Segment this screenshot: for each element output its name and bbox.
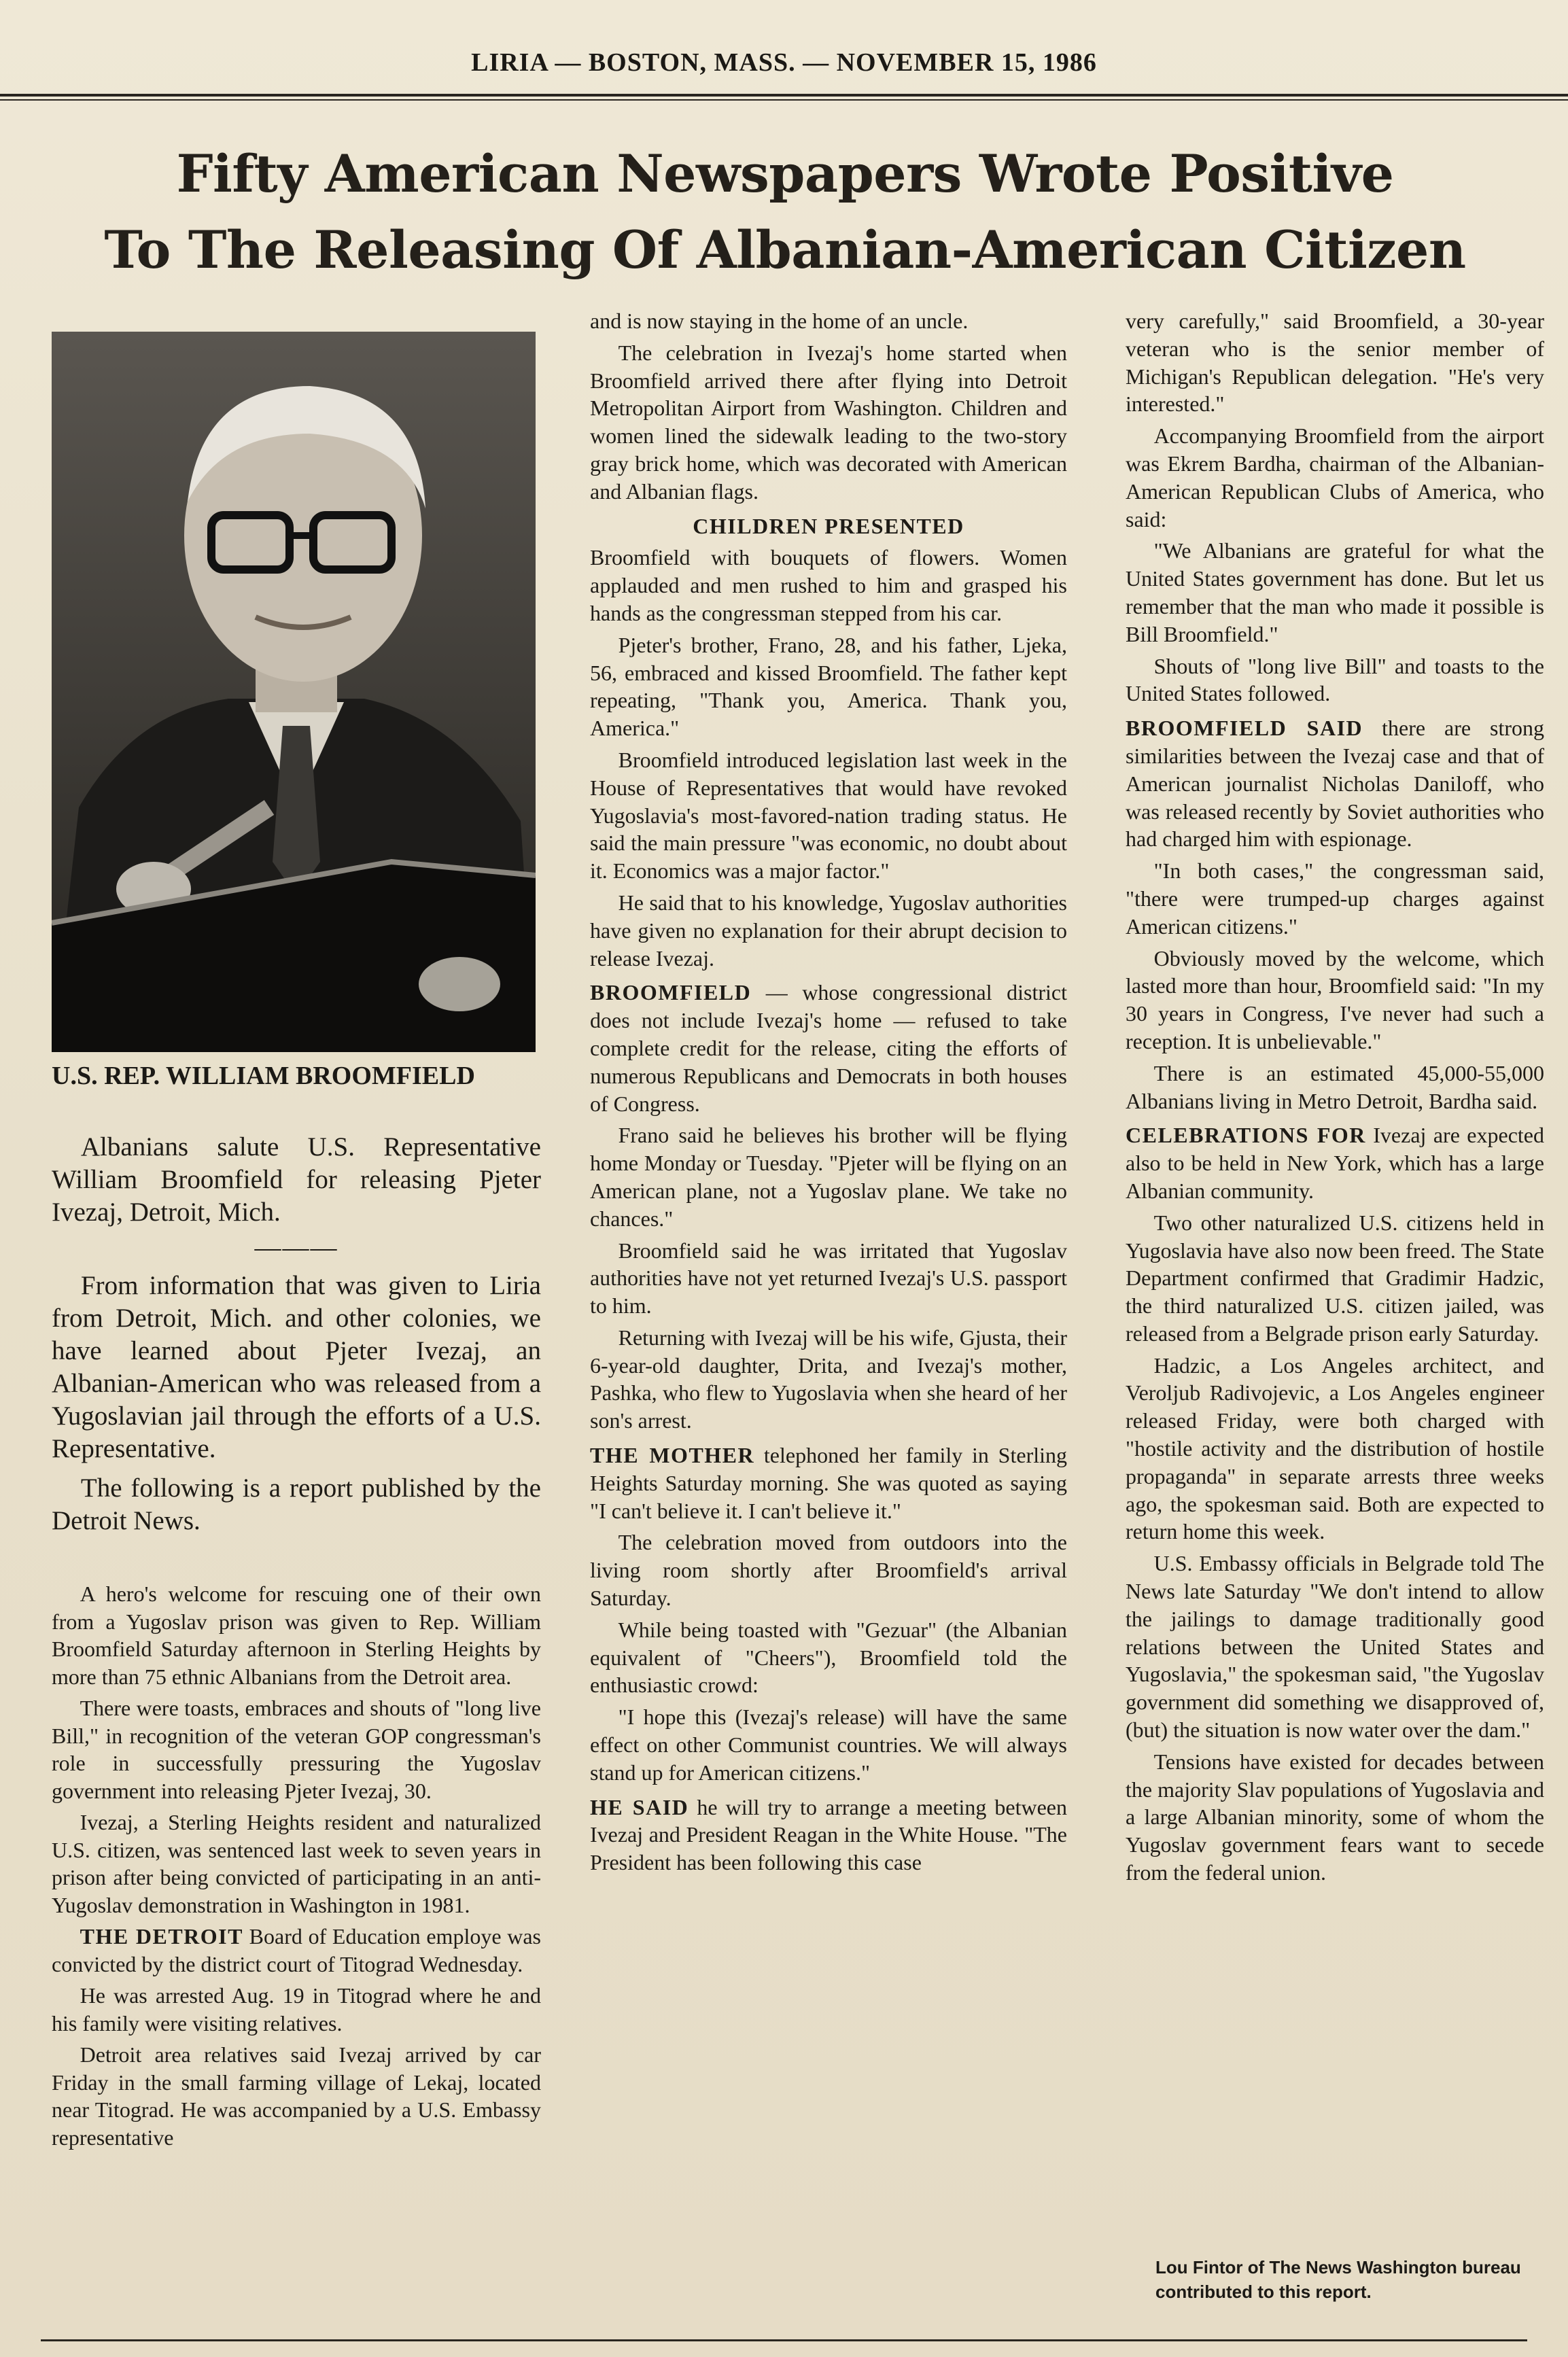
c3-p13: Tensions have existed for decades between the majority Slav populations of Yugoslavia and a large Albanian minority, some of whom the Yugoslav government fears want to secede from the federal union. [1126, 1749, 1544, 1885]
c3-p7: Obviously moved by the welcome, which lasted more than hour, Broomfield said: "In my 30 years in Congress, I've never had such a reception. It is unbelievable." [1126, 945, 1544, 1053]
c3-p4: Shouts of "long live Bill" and toasts to the United States followed. [1126, 653, 1544, 706]
c1-p3: Ivezaj, a Sterling Heights resident and naturalized U.S. citizen, was sentenced last week to seven years in prison after being convicted of participating in an anti-Yugoslav demonstration in Washington in 1981. [52, 1810, 541, 1917]
c3-p2: Accompanying Broomfield from the airport was Ekrem Bardha, chairman of the Albanian-American Republican Clubs of America, who said: [1126, 423, 1544, 531]
intro-separator: ——— [254, 1233, 338, 1262]
c2-subhead-children: CHILDREN PRESENTED [693, 513, 964, 538]
top-rule-thin [0, 99, 1568, 101]
c2-p6: He said that to his knowledge, Yugoslav authorities have given no explanation for their abrupt decision to release Ivezaj. [590, 890, 1067, 971]
c2-p7-lead: BROOMFIELD [590, 980, 752, 1005]
c3-p10: Two other naturalized U.S. citizens held in Yugoslavia have also now been freed. The State Department confirmed that Gradimir Hadzic, the third naturalized U.S. citizen jailed, was released from a Belgrade prison early Saturday. [1126, 1210, 1544, 1346]
c2-p2: The celebration in Ivezaj's home started when Broomfield arrived there after flying into Detroit Metropolitan Airport from Washington. Children and women lined the sidewalk leading to the two-story gray brick home, which was decorated with American and Albanian flags. [590, 340, 1067, 504]
headline [54, 136, 1516, 288]
intro-box [52, 1131, 541, 1537]
intro-report: The following is a report published by the Detroit News. [52, 1473, 541, 1535]
column-2 [590, 307, 1067, 1881]
c2-p14: "I hope this (Ivezaj's release) will have the same effect on other Communist countries. We will always stand up for American citizens." [590, 1705, 1067, 1785]
c3-p9 [1126, 1121, 1544, 1204]
c3-p1: very carefully," said Broomfield, a 30-year veteran who is the senior member of Michigan's Republican delegation. "He's very interested." [1126, 309, 1544, 417]
portrait-photo [52, 332, 536, 1052]
c3-p6: "In both cases," the congressman said, "there were trumped-up charges against American citizens." [1126, 858, 1544, 939]
c3-p12: U.S. Embassy officials in Belgrade told The News late Saturday "We don't intend to allow the jailings to damage traditionally good relations between the United States and Yugoslavia," the spokesman said, "the Yugoslav government did something we disapproved of, (but) the situation is now water over the dam." [1126, 1551, 1544, 1743]
c2-p15 [590, 1794, 1067, 1876]
c1-p1: A hero's welcome for rescuing one of their own from a Yugoslav prison was given to Rep. William Broomfield Saturday afternoon in Sterling Heights by more than 75 ethnic Albanians from the Detroit area. [52, 1582, 541, 1689]
c2-p3-rest: Broomfield with bouquets of flowers. Women applauded and men rushed to him and grasped his hands as the congressman stepped from his car. [590, 545, 1067, 625]
column-1 [52, 1580, 541, 2155]
headline-line-1: Fifty American Newspapers Wrote Positive [176, 143, 1394, 204]
headline-line-2: To The Releasing Of Albanian-American Citizen [104, 220, 1466, 280]
c3-p5 [1126, 714, 1544, 853]
c2-p10: Returning with Ivezaj will be his wife, Gjusta, their 6-year-old daughter, Drita, and Ivezaj's mother, Pashka, who flew to Yugoslavia when she heard of her son's arrest. [590, 1325, 1067, 1433]
column-3 [1126, 307, 1544, 1891]
c2-p15-rest: he will try to arrange a meeting between Ivezaj and President Reagan in the White House. "The President has been following this case [590, 1794, 1067, 1875]
c2-p8: Frano said he believes his brother will be flying home Monday or Tuesday. "Pjeter will be flying on an American plane, not a Yugoslav plane. We take no chances." [590, 1123, 1067, 1231]
c2-p5: Broomfield introduced legislation last week in the House of Representatives that would have revoked Yugoslavia's most-favored-nation trading status. He said the main pressure "was economic, no doubt about it. Economics was a major factor." [590, 747, 1067, 884]
c2-p7 [590, 979, 1067, 1117]
top-rule [0, 94, 1568, 97]
masthead: LIRIA — BOSTON, MASS. — NOVEMBER 15, 1986 [471, 48, 1097, 77]
c2-p11 [590, 1442, 1067, 1524]
intro-salute: Albanians salute U.S. Representative William Broomfield for releasing Pjeter Ivezaj, Detroit, Mich. [52, 1132, 541, 1227]
c2-p12: The celebration moved from outdoors into the living room shortly after Broomfield's arrival Saturday. [590, 1530, 1067, 1611]
c2-p15-lead: HE SAID [590, 1794, 689, 1819]
c3-p9-rest: Ivezaj are expected also to be held in New York, which has a large Albanian community. [1126, 1123, 1545, 1203]
c1-p6: Detroit area relatives said Ivezaj arrived by car Friday in the small farming village of Lekaj, located near Titograd. He was accompanied by a U.S. Embassy representative [52, 2042, 541, 2150]
c2-p4: Pjeter's brother, Frano, 28, and his father, Ljeka, 56, embraced and kissed Broomfield. The father kept repeating, "Thank you, America. Thank you, America." [590, 632, 1067, 741]
c2-p7-rest: — whose congressional district does not include Ivezaj's home — refused to take complete credit for the release, citing the efforts of numerous Republicans and Democrats in both houses of Congress. [590, 980, 1067, 1116]
report-credit: Lou Fintor of The News Washington bureau contributed to this report. [1155, 2257, 1521, 2302]
c2-p1: and is now staying in the home of an uncle. [590, 309, 969, 333]
c2-p11-rest: telephoned her family in Sterling Heights Saturday morning. She was quoted as saying "I can't believe it. I can't believe it." [590, 1443, 1068, 1523]
c1-p5: He was arrested Aug. 19 in Titograd where he and his family were visiting relatives. [52, 1983, 541, 2036]
c2-p9: Broomfield said he was irritated that Yugoslav authorities have not yet returned Ivezaj's U.S. passport to him. [590, 1238, 1067, 1319]
c3-p8: There is an estimated 45,000-55,000 Albanians living in Metro Detroit, Bardha said. [1126, 1060, 1544, 1113]
intro-info: From information that was given to Liria from Detroit, Mich. and other colonies, we have learned about Pjeter Ivezaj, an Albanian-American who was released from a Yugoslavian jail through the efforts of a U.S. Representative. [52, 1271, 541, 1463]
c1-p2: There were toasts, embraces and shouts of "long live Bill," in recognition of the veteran GOP congressman's role in successfully pressuring the Yugoslav government into releasing Pjeter Ivezaj, 30. [52, 1696, 541, 1803]
c3-p9-lead: CELEBRATIONS FOR [1126, 1123, 1366, 1148]
c3-p5-lead: BROOMFIELD SAID [1126, 716, 1363, 741]
c1-p4-rest: Board of Education employe was convicted by the district court of Titograd Wednesday. [52, 1924, 542, 1976]
c3-p3: "We Albanians are grateful for what the United States government has done. But let us remember that the man who made it possible is Bill Broomfield." [1126, 538, 1544, 646]
photo-caption: U.S. REP. WILLIAM BROOMFIELD [52, 1062, 475, 1090]
c3-p11: Hadzic, a Los Angeles architect, and Veroljub Radivojevic, a Los Angeles engineer released Friday, were both charged with "hostile activity and the distribution of hostile propaganda" in separate arrests three weeks ago, the spokesman said. Both are expected to return home this week. [1126, 1352, 1544, 1544]
c2-p11-lead: THE MOTHER [590, 1443, 755, 1468]
c2-p3-lead [590, 512, 1067, 540]
c2-p13: While being toasted with "Gezuar" (the Albanian equivalent of "Cheers"), Broomfield told the enthusiastic crowd: [590, 1617, 1067, 1698]
portrait-illustration [52, 332, 536, 1052]
bottom-rule [41, 2339, 1527, 2341]
c1-p4 [52, 1923, 541, 1978]
c3-p5-rest: there are strong similarities between the Ivezaj case and that of American journalist Nicholas Daniloff, who was released recently by Soviet authorities who had charged him with espionage. [1126, 716, 1545, 852]
c1-p4-lead: THE DETROIT [80, 1924, 243, 1949]
